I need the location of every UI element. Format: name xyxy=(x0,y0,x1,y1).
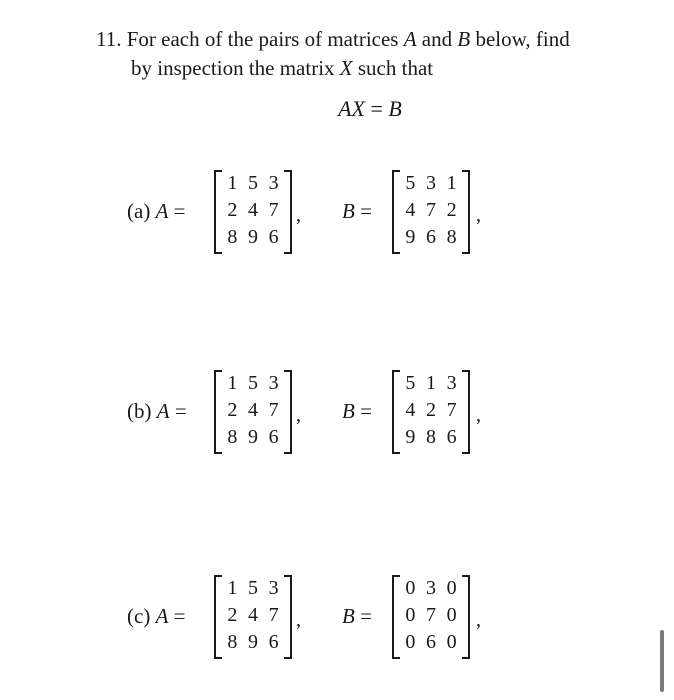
matrix-entries xyxy=(400,170,462,251)
matrix-entry: 6 xyxy=(425,226,436,248)
matrix-entry: 3 xyxy=(425,577,436,599)
matrix-entry: 7 xyxy=(425,199,436,221)
matrix-entries xyxy=(222,575,284,656)
matrix-entry: 0 xyxy=(446,577,457,599)
matrix-entry: 0 xyxy=(446,604,457,626)
matrix-entry: 9 xyxy=(247,426,258,448)
part-b xyxy=(0,368,674,458)
matrix-entry: 6 xyxy=(268,226,279,248)
matrix-entry: 2 xyxy=(227,399,238,421)
left-bracket xyxy=(214,370,222,454)
matrix-entry: 3 xyxy=(268,372,279,394)
part-b-b-label: B = xyxy=(342,399,372,423)
scrollbar[interactable] xyxy=(660,630,664,692)
matrix-entry: 8 xyxy=(227,631,238,653)
matrix-entry: 0 xyxy=(405,631,416,653)
left-bracket xyxy=(214,575,222,659)
matrix-entry: 1 xyxy=(446,172,457,194)
matrix-entry: 9 xyxy=(405,426,416,448)
problem-line-1: 11. For each of the pairs of matrices A and B below, find xyxy=(96,27,570,51)
right-bracket xyxy=(284,170,292,254)
problem-number: 11. xyxy=(96,27,122,51)
left-bracket xyxy=(214,170,222,254)
right-bracket xyxy=(462,370,470,454)
matrix-entry: 2 xyxy=(227,604,238,626)
matrix-entry: 9 xyxy=(247,226,258,248)
matrix-entry: 5 xyxy=(405,372,416,394)
matrix-entry: 1 xyxy=(227,577,238,599)
matrix-entry: 4 xyxy=(247,399,258,421)
matrix-entry: 8 xyxy=(425,426,436,448)
problem-statement xyxy=(96,25,570,83)
matrix-b xyxy=(392,368,470,453)
matrix-entry: 8 xyxy=(227,426,238,448)
matrix-entry: 6 xyxy=(268,426,279,448)
comma: , xyxy=(476,404,481,426)
comma: , xyxy=(476,204,481,226)
matrix-entry: 6 xyxy=(446,426,457,448)
part-c-label: (c) A = xyxy=(127,604,186,628)
matrix-a xyxy=(214,368,292,453)
matrix-a xyxy=(214,168,292,253)
problem-line-2: by inspection the matrix X such that xyxy=(131,56,434,80)
matrix-entry: 8 xyxy=(446,226,457,248)
matrix-entry: 4 xyxy=(405,199,416,221)
matrix-entry: 1 xyxy=(425,372,436,394)
matrix-entry: 4 xyxy=(247,199,258,221)
matrix-entry: 0 xyxy=(405,604,416,626)
matrix-b xyxy=(392,573,470,658)
matrix-entry: 0 xyxy=(405,577,416,599)
matrix-entry: 5 xyxy=(405,172,416,194)
part-c-b-label: B = xyxy=(342,604,372,628)
main-equation: AX = B xyxy=(338,96,402,121)
comma: , xyxy=(476,609,481,631)
matrix-entries xyxy=(400,575,462,656)
matrix-entry: 3 xyxy=(268,577,279,599)
matrix-a xyxy=(214,573,292,658)
part-a xyxy=(0,168,674,258)
matrix-entry: 4 xyxy=(247,604,258,626)
matrix-entry: 9 xyxy=(405,226,416,248)
matrix-entry: 5 xyxy=(247,577,258,599)
right-bracket xyxy=(462,170,470,254)
right-bracket xyxy=(462,575,470,659)
matrix-entry: 7 xyxy=(268,399,279,421)
matrix-entry: 7 xyxy=(446,399,457,421)
right-bracket xyxy=(284,575,292,659)
matrix-entry: 4 xyxy=(405,399,416,421)
matrix-entry: 1 xyxy=(227,172,238,194)
part-a-b-label: B = xyxy=(342,199,372,223)
matrix-entry: 2 xyxy=(446,199,457,221)
matrix-entry: 7 xyxy=(268,604,279,626)
matrix-entry: 0 xyxy=(446,631,457,653)
comma: , xyxy=(296,404,301,426)
matrix-entry: 5 xyxy=(247,172,258,194)
matrix-entry: 8 xyxy=(227,226,238,248)
matrix-entry: 6 xyxy=(425,631,436,653)
matrix-entry: 1 xyxy=(227,372,238,394)
matrix-entry: 3 xyxy=(425,172,436,194)
matrix-entries xyxy=(222,370,284,451)
matrix-b xyxy=(392,168,470,253)
left-bracket xyxy=(392,575,400,659)
matrix-entry: 7 xyxy=(268,199,279,221)
part-a-label: (a) A = xyxy=(127,199,186,223)
matrix-entry: 2 xyxy=(227,199,238,221)
left-bracket xyxy=(392,170,400,254)
right-bracket xyxy=(284,370,292,454)
matrix-entry: 3 xyxy=(446,372,457,394)
comma: , xyxy=(296,204,301,226)
matrix-entry: 6 xyxy=(268,631,279,653)
part-c xyxy=(0,573,674,663)
matrix-entries xyxy=(400,370,462,451)
matrix-entries xyxy=(222,170,284,251)
matrix-entry: 7 xyxy=(425,604,436,626)
matrix-entry: 3 xyxy=(268,172,279,194)
matrix-entry: 5 xyxy=(247,372,258,394)
comma: , xyxy=(296,609,301,631)
matrix-entry: 9 xyxy=(247,631,258,653)
matrix-entry: 2 xyxy=(425,399,436,421)
part-b-label: (b) A = xyxy=(127,399,187,423)
left-bracket xyxy=(392,370,400,454)
